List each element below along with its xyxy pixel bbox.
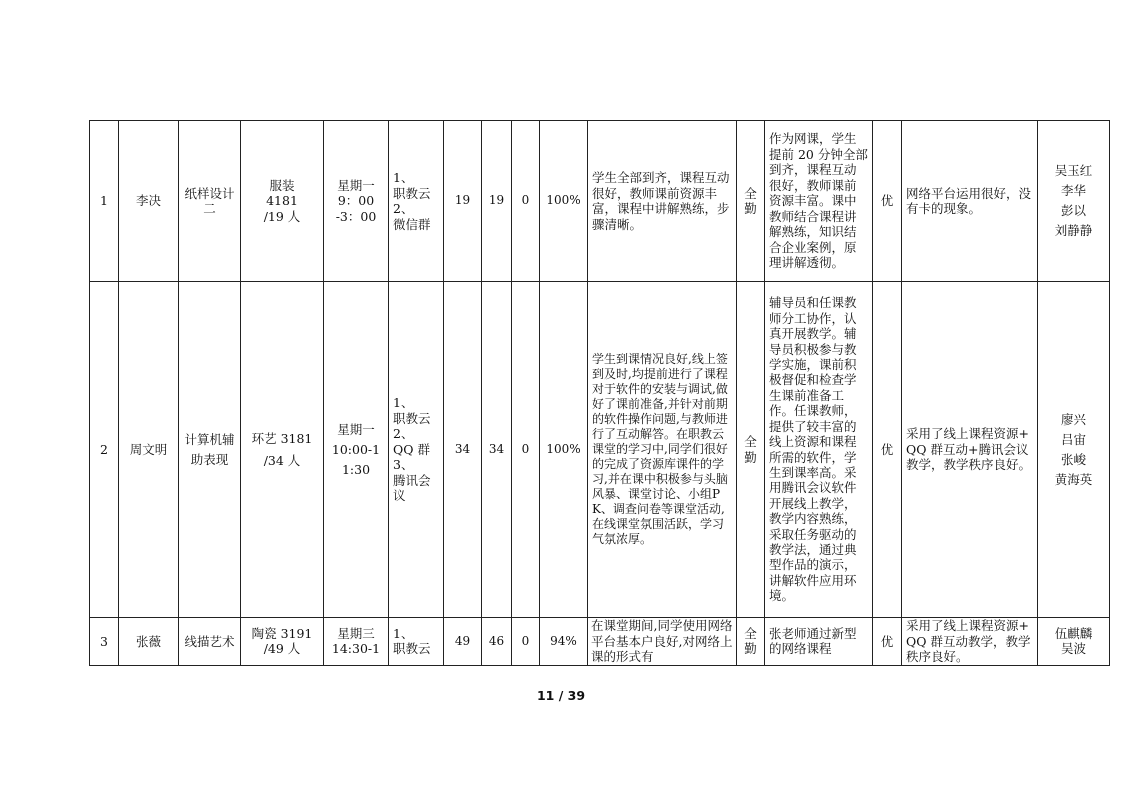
attended-count: 46 [482,618,512,666]
class-info: 服装 4181 /19 人 [241,121,324,282]
discipline: 全勤 [737,121,765,282]
teacher-evaluation: 作为网课，学生提前 20 分钟全部到齐，课程互动很好，教师课前资源丰富。课中教师结合课程讲解熟练，知识结合企业案例，原理讲解透彻。 [765,121,873,282]
inspectors: 吴玉红 李华 彭以 刘静静 [1038,121,1110,282]
teacher-name: 张薇 [119,618,179,666]
remarks: 采用了线上课程资源+QQ 群互动教学，教学秩序良好。 [902,618,1038,666]
teacher-name: 李决 [119,121,179,282]
student-evaluation: 在课堂期间,同学使用网络平台基本户良好,对网络上课的形式有 [588,618,737,666]
platform: 1、 职教云 2、 QQ 群 3、 腾讯会议 [389,282,444,618]
inspectors: 廖兴 吕宙 张峻 黄海英 [1038,282,1110,618]
attendance-rate: 100% [540,121,588,282]
inspection-table-container [89,120,1110,666]
inspectors: 伍麒麟 吴波 [1038,618,1110,666]
page-number: 11 / 39 [536,688,586,703]
grade: 优 [873,618,902,666]
table-row [90,618,1110,666]
attended-count: 19 [482,121,512,282]
attended-count: 34 [482,282,512,618]
absent-count: 0 [512,121,540,282]
absent-count: 0 [512,282,540,618]
class-time: 星期一 9：00 -3：00 [324,121,389,282]
discipline: 全勤 [737,618,765,666]
table-row [90,282,1110,618]
absent-count: 0 [512,618,540,666]
enrolled-count: 19 [444,121,482,282]
course-name: 计算机辅助表现 [179,282,241,618]
enrolled-count: 49 [444,618,482,666]
class-time: 星期一 10:00-1 1:30 [324,282,389,618]
remarks: 网络平台运用很好，没有卡的现象。 [902,121,1038,282]
course-name: 线描艺术 [179,618,241,666]
class-info: 环艺 3181 /34 人 [241,282,324,618]
class-time: 星期三 14:30-1 [324,618,389,666]
platform: 1、 职教云 2、 微信群 [389,121,444,282]
teacher-evaluation: 辅导员和任课教师分工协作，认真开展教学。辅导员积极参与教学实施，课前积极督促和检查学生课前准备工作。任课教师，提供了较丰富的线上资源和课程所需的软件，学生到课率高。采用腾讯会议软件开展线上教学，教学内容熟练，采取任务驱动的教学法，通过典型作品的演示，讲解软件应用环境。 [765,282,873,618]
teacher-name: 周文明 [119,282,179,618]
course-name: 纸样设计二 [179,121,241,282]
table-row [90,121,1110,282]
grade: 优 [873,121,902,282]
grade: 优 [873,282,902,618]
platform: 1、 职教云 [389,618,444,666]
student-evaluation: 学生到课情况良好,线上签到及时,均提前进行了课程对于软件的安装与调试,做好了课前准备,并针对前期的软件操作问题,与教师进行了互动解答。在职教云课堂的学习中,同学们很好的完成了资源库课件的学习,并在课中积极参与头脑风暴、课堂讨论、小组PK、调查问卷等课堂活动,在线课堂氛围活跃，学习气氛浓厚。 [588,282,737,618]
attendance-rate: 94% [540,618,588,666]
inspection-table [89,120,1110,666]
class-info: 陶瓷 3191 /49 人 [241,618,324,666]
teacher-evaluation: 张老师通过新型的网络课程 [765,618,873,666]
attendance-rate: 100% [540,282,588,618]
enrolled-count: 34 [444,282,482,618]
row-index: 3 [90,618,119,666]
remarks: 采用了线上课程资源+QQ 群互动+腾讯会议教学，教学秩序良好。 [902,282,1038,618]
row-index: 2 [90,282,119,618]
student-evaluation: 学生全部到齐，课程互动很好，教师课前资源丰富，课程中讲解熟练，步骤清晰。 [588,121,737,282]
discipline: 全勤 [737,282,765,618]
row-index: 1 [90,121,119,282]
